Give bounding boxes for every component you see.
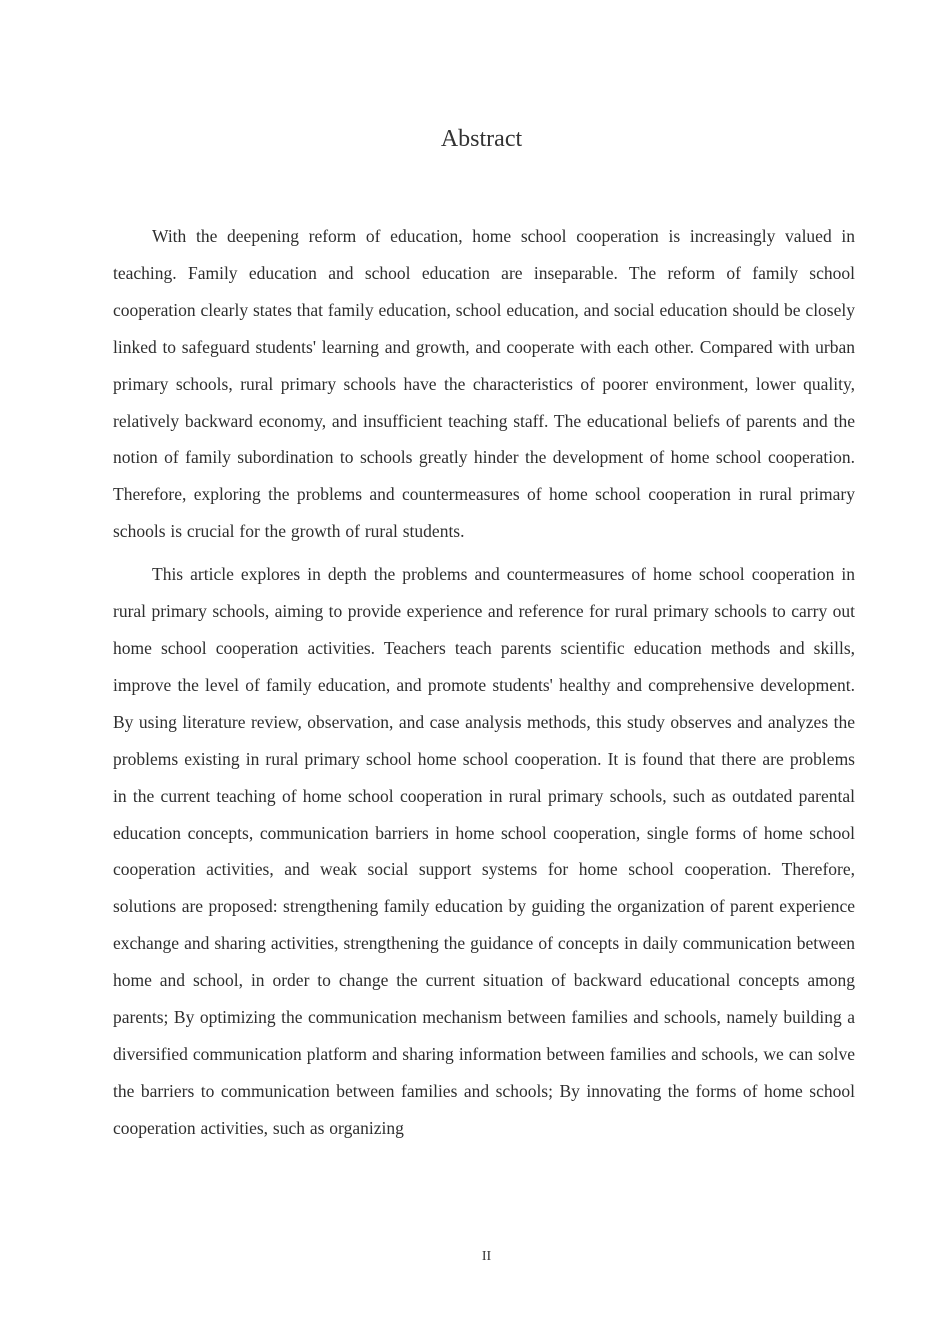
abstract-body	[113, 218, 855, 1153]
abstract-paragraph-2: This article explores in depth the problems and countermeasures of home school cooperation in rural primary schools, aiming to provide experience and reference for rural primary schools to carry out home school cooperation activities. Teachers teach parents scientific education methods and skills, improve the level of family education, and promote students' healthy and comprehensive development. By using literature review, observation, and case analysis methods, this study observes and analyzes the problems existing in rural primary school home school cooperation. It is found that there are problems in the current teaching of home school cooperation in rural primary schools, such as outdated parental education concepts, communication barriers in home school cooperation, single forms of home school cooperation activities, and weak social support systems for home school cooperation. Therefore, solutions are proposed: strengthening family education by guiding the organization of parent experience exchange and sharing activities, strengthening the guidance of concepts in daily communication between home and school, in order to change the current situation of backward educational concepts among parents; By optimizing the communication mechanism between families and schools, namely building a diversified communication platform and sharing information between families and schools, we can solve the barriers to communication between families and schools; By innovating the forms of home school cooperation activities, such as organizing	[113, 564, 855, 1138]
abstract-title: Abstract	[440, 126, 523, 152]
abstract-paragraph-1: With the deepening reform of education, home school cooperation is increasingly valued in teaching. Family education and school education are inseparable. The reform of family school cooperation clearly states that family education, school education, and social education should be closely linked to safeguard students' learning and growth, and cooperate with each other. Compared with urban primary schools, rural primary schools have the characteristics of poorer environment, lower quality, relatively backward economy, and insufficient teaching staff. The educational beliefs of parents and the notion of family subordination to schools greatly hinder the development of home school cooperation. Therefore, exploring the problems and countermeasures of home school cooperation in rural primary schools is crucial for the growth of rural students.	[113, 226, 855, 542]
page-number: II	[481, 1249, 492, 1264]
